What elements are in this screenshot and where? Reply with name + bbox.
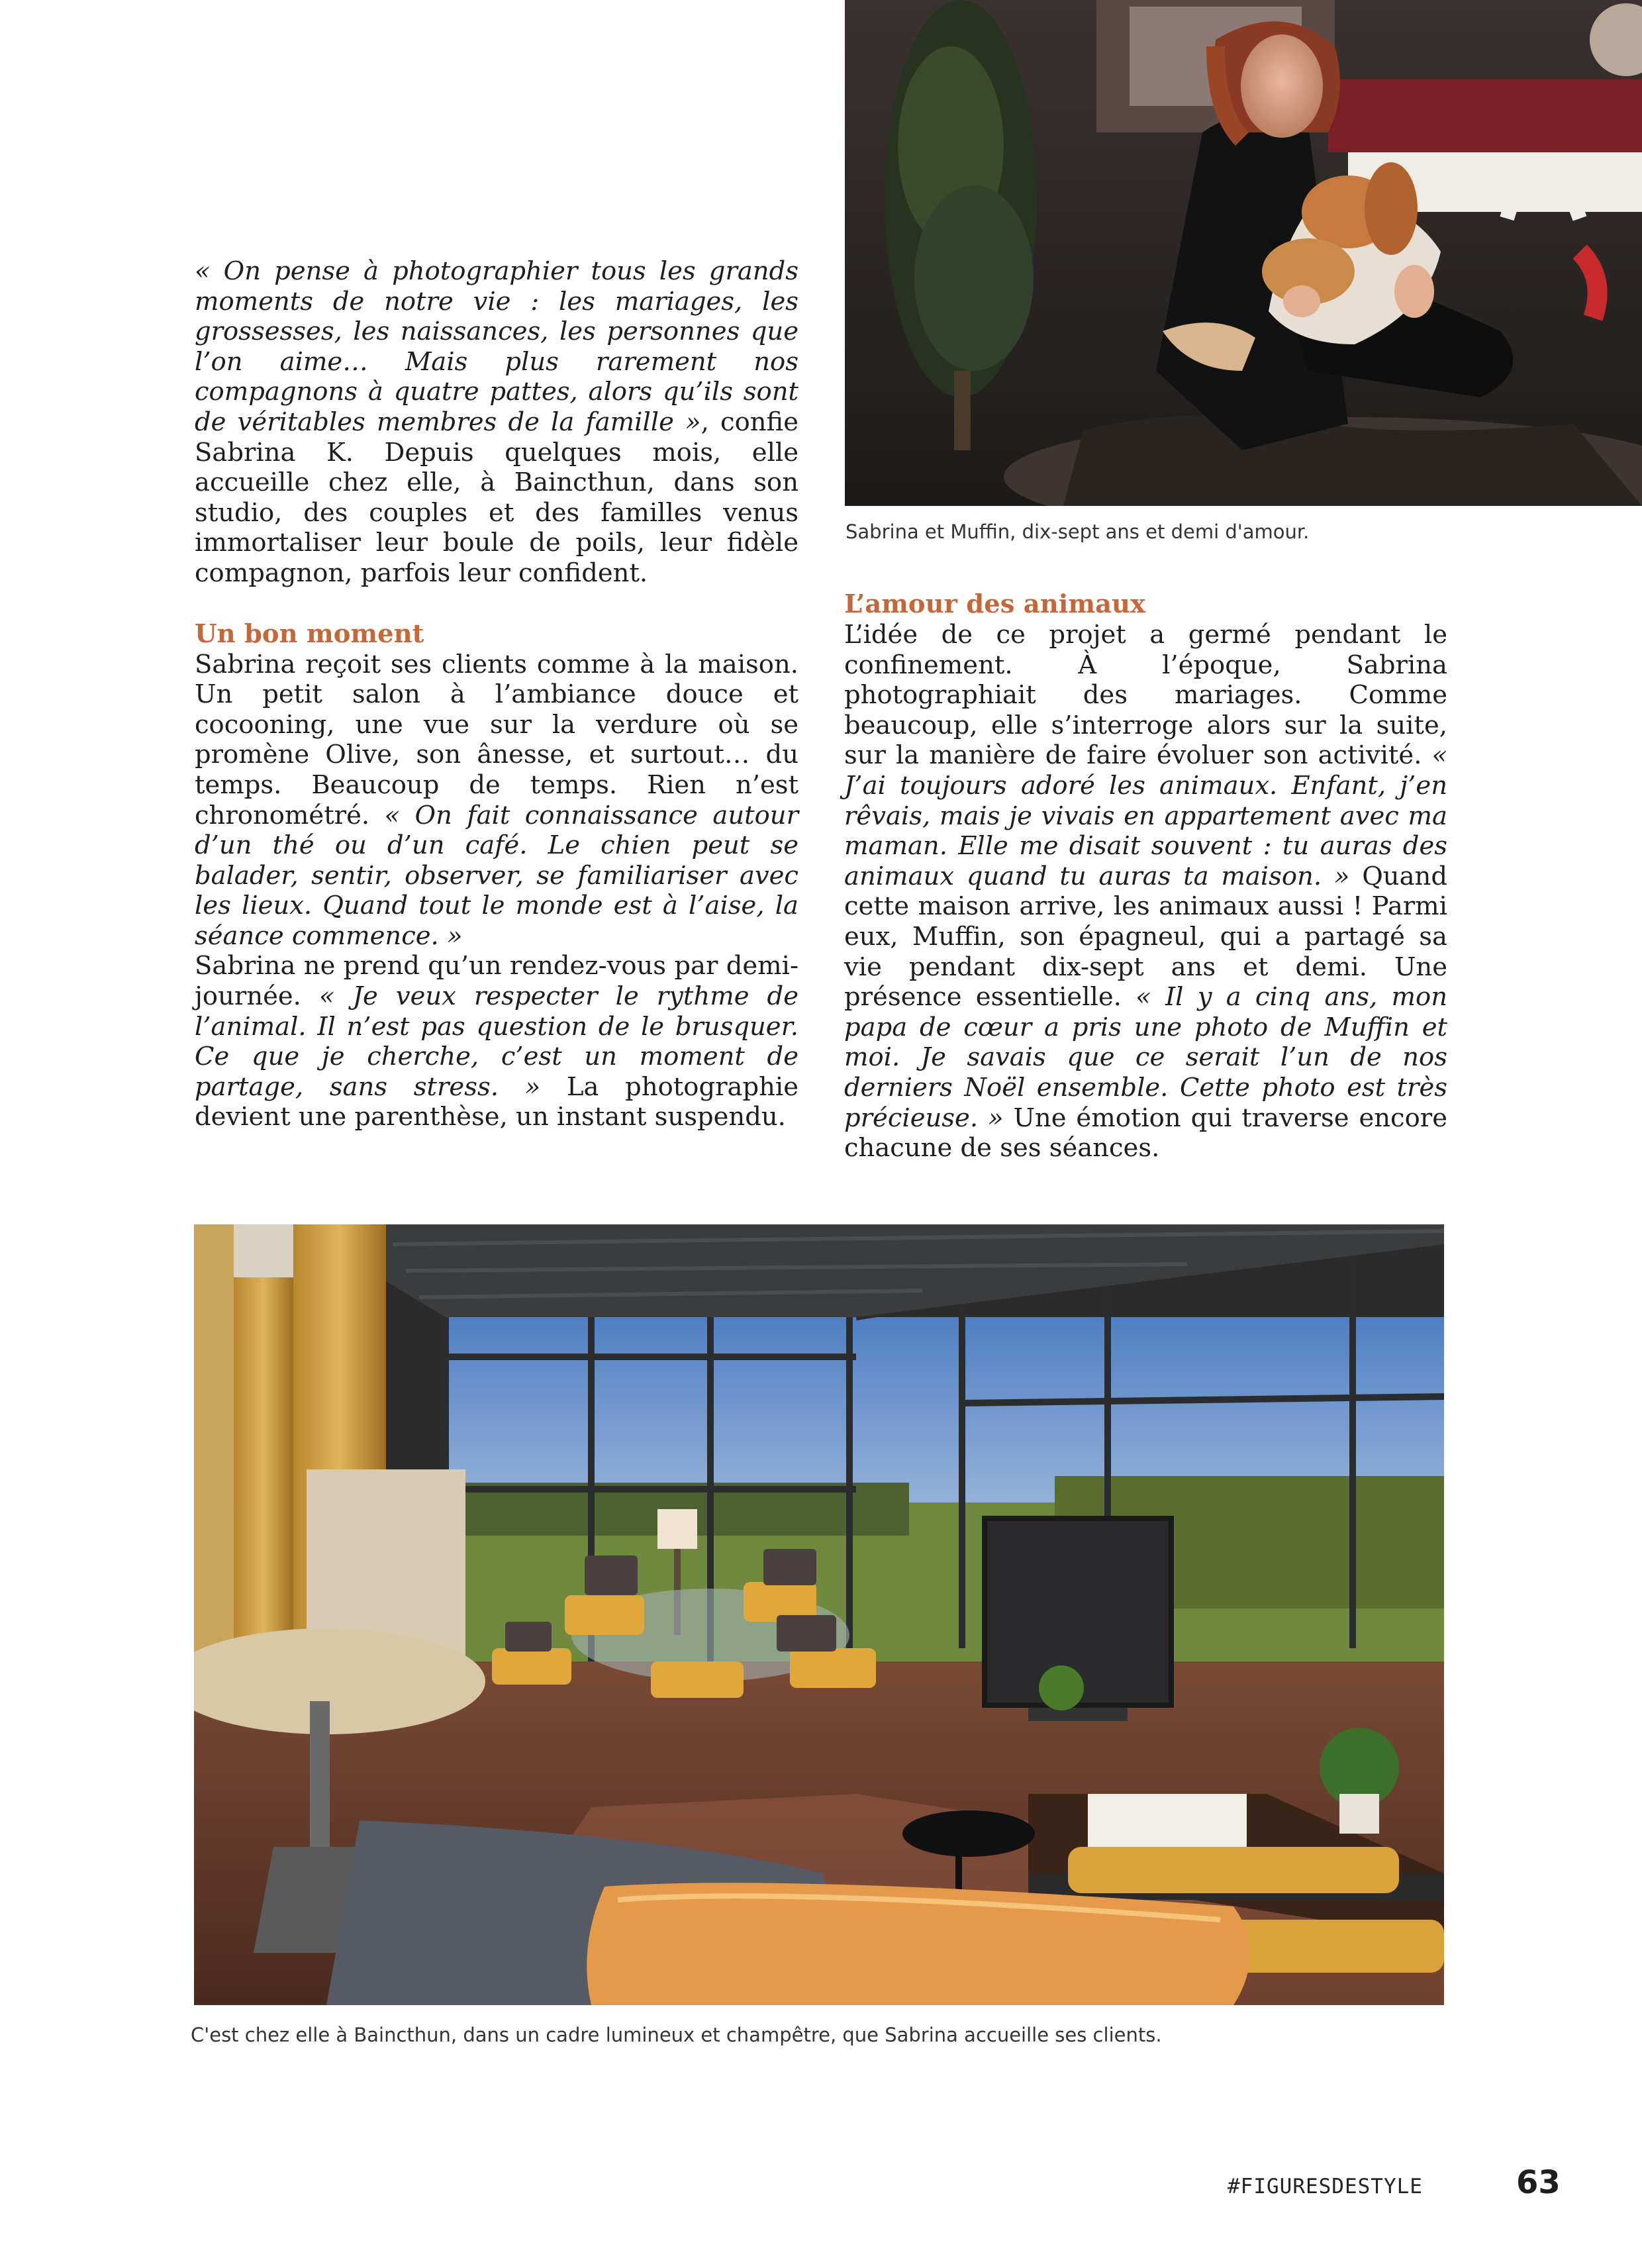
intro-paragraph xyxy=(195,256,798,589)
photo-sabrina-muffin xyxy=(845,0,1642,506)
photo-conservatory-image xyxy=(194,1224,1444,2005)
page-number: 63 xyxy=(1516,2164,1561,2201)
section2-paragraph: L’idée de ce projet a germé pendant le confinement. À l’époque, Sabrina photographiait des mariages. Comme beaucoup, elle s’interroge alors sur la suite, sur la manière de faire évoluer son activité. « J’ai toujours adoré les animaux. Enfant, j’en rêvais, mais je vivais en appartement avec ma maman. Elle me disait souvent : tu auras des animaux quand tu auras ta maison. » Quand cette maison arrive, les animaux aussi ! Parmi eux, Muffin, son épagneul, qui a partagé sa vie pendant dix-sept ans et demi. Une présence essentielle. « Il y a cinq ans, mon papa de cœur a pris une photo de Muffin et moi. Je savais que ce serait l’un de nos derniers Noël ensemble. Cette photo est très précieuse. » Une émotion qui traverse encore chacune de ses séances. xyxy=(844,620,1447,1163)
photo-conservatory xyxy=(194,1224,1444,2005)
heading-un-bon-moment: Un bon moment xyxy=(195,618,424,649)
photo-caption-bottom: C'est chez elle à Baincthun, dans un cadre lumineux et champêtre, que Sabrina accueille ses clients. xyxy=(191,2024,1162,2046)
intro-text: , confie Sabrina K. Depuis quelques mois, elle accueille chez elle, à Baincthun, dans son studio, des couples et des familles venus immortaliser leur boule de poils, leur fidèle compagnon, parfois leur confident. xyxy=(195,407,799,588)
magazine-hashtag: #FIGURESDESTYLE xyxy=(1228,2175,1423,2198)
heading-amour-des-animaux: L’amour des animaux xyxy=(844,589,1145,619)
section1-paragraph-2: Sabrina ne prend qu’un rendez-vous par demi-journée. « Je veux respecter le rythme de l’animal. Il n’est pas question de le brusquer. Ce que je cherche, c’est un moment de partage, sans stress. » La photographie devient une parenthèse, un instant suspendu. xyxy=(195,951,798,1132)
article-column-right xyxy=(844,589,1447,1163)
photo-caption-top: Sabrina et Muffin, dix-sept ans et demi d'amour. xyxy=(845,520,1310,543)
intro-quote: « On pense à photographier tous les grands moments de notre vie : les mariages, les grossesses, les naissances, les personnes que l’on aime… Mais plus rarement nos compagnons à quatre pattes, alors qu’ils sont de véritables membres de la famille » xyxy=(195,256,798,437)
article-column-left xyxy=(195,256,798,1132)
photo-sabrina-muffin-image xyxy=(845,0,1642,506)
section1-paragraph-1: Sabrina reçoit ses clients comme à la maison. Un petit salon à l’ambiance douce et cocooning, une vue sur la verdure où se promène Olive, son ânesse, et surtout… du temps. Beaucoup de temps. Rien n’est chronométré. « On fait connaissance autour d’un thé ou d’un café. Le chien peut se balader, sentir, observer, se familiariser avec les lieux. Quand tout le monde est à l’aise, la séance commence. » xyxy=(195,649,798,951)
